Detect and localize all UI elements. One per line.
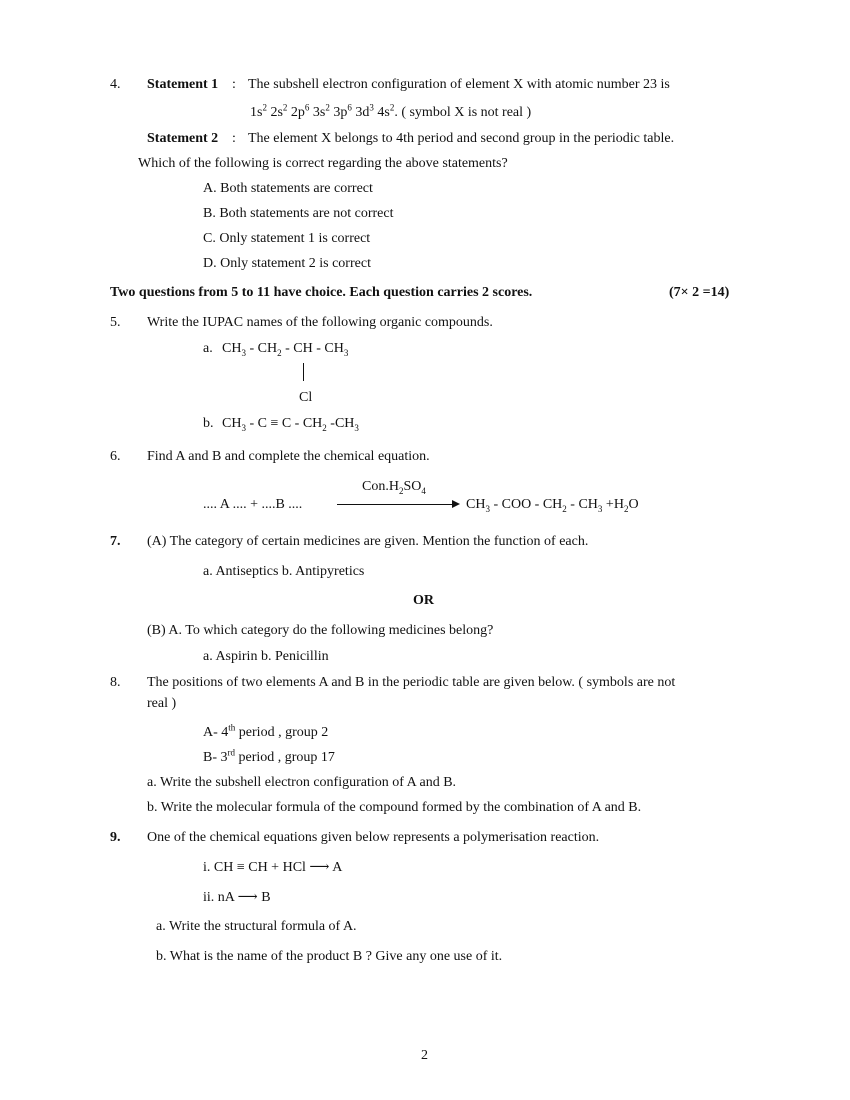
q4-question: Which of the following is correct regarding the above statements? [138, 156, 508, 171]
q7-a-text: (A) The category of certain medicines are given. Mention the function of each. [147, 534, 589, 549]
element-b-position: B- 3rd period , group 17 [203, 747, 335, 765]
vertical-bond [303, 363, 304, 381]
q8-sub-a: a. Write the subshell electron configuration of A and B. [147, 775, 457, 790]
q6-text: Find A and B and complete the chemical equation. [147, 449, 430, 464]
q9-text: One of the chemical equations given below represents a polymerisation reaction. [147, 830, 600, 845]
q8-text-line2: real ) [147, 696, 177, 711]
statement2-colon: : [232, 131, 236, 146]
statement2-label: Statement 2 [147, 131, 219, 146]
q9-sub-b: b. What is the name of the product B ? Give any one use of it. [156, 949, 503, 964]
q7-number: 7. [110, 534, 121, 549]
q4-option-a: A. Both statements are correct [203, 181, 373, 196]
reaction-catalyst: $Con.H_2SO_4$ [362, 479, 426, 496]
electron-configuration: $1s^2$ $2s^2$ $2p^6$ $3s^2$ $3p^6$ $3d^3$ $4s^2$. ( symbol X is not real ) [250, 102, 532, 120]
section-scores: (7× 2 =14) [669, 285, 730, 300]
or-separator: OR [413, 593, 434, 608]
q7-b-text: (B) A. To which category do the following medicines belong? [147, 623, 494, 638]
q5-number: 5. [110, 315, 121, 330]
q5-a-substituent: Cl [299, 390, 313, 405]
q8-text-line1: The positions of two elements A and B in the periodic table are given below. ( symbols are not [147, 675, 676, 690]
statement1-label: Statement 1 [147, 77, 219, 92]
element-a-position: A- 4th period , group 2 [203, 722, 329, 740]
q4-option-d: D. Only statement 2 is correct [203, 256, 371, 271]
reaction-reactants: .... A .... + ....B .... [203, 497, 303, 512]
q5-b-label: b. [203, 416, 214, 431]
section-heading: Two questions from 5 to 11 have choice. Each question carries 2 scores. [110, 285, 533, 300]
q8-sub-b: b. Write the molecular formula of the compound formed by the combination of A and B. [147, 800, 642, 815]
page-number: 2 [421, 1048, 428, 1063]
q9-number: 9. [110, 830, 121, 845]
q4-option-b: B. Both statements are not correct [203, 206, 394, 221]
reaction-arrow-head [452, 500, 460, 508]
q4-number: 4. [110, 77, 121, 92]
q5-a-formula: $CH_3 - CH_2$ - CH - $CH_3$ [222, 341, 349, 358]
q8-number: 8. [110, 675, 121, 690]
q9-sub-a: a. Write the structural formula of A. [156, 919, 357, 934]
q4-option-c: C. Only statement 1 is correct [203, 231, 371, 246]
q7-b-items: a. Aspirin b. Penicillin [203, 649, 329, 664]
q5-b-formula: $CH_3 - C \equiv C - CH_2$ $-CH_3$ [222, 416, 359, 433]
q6-number: 6. [110, 449, 121, 464]
statement1-text: The subshell electron configuration of element X with atomic number 23 is [248, 77, 670, 92]
statement2-text: The element X belongs to 4th period and second group in the periodic table. [248, 131, 675, 146]
q5-text: Write the IUPAC names of the following organic compounds. [147, 315, 493, 330]
statement1-colon: : [232, 77, 236, 92]
reaction-arrow [337, 504, 455, 505]
reaction-product: $CH_3$ - COO - $CH_2 - CH_3 +H_2O$ [466, 497, 639, 514]
q7-a-items: a. Antiseptics b. Antipyretics [203, 564, 365, 579]
q9-equation-2: ii. nA ⟶ B [203, 890, 271, 905]
q5-a-label: a. [203, 341, 213, 356]
q9-equation-1: i. CH ≡ CH + HCl ⟶ A [203, 860, 343, 875]
